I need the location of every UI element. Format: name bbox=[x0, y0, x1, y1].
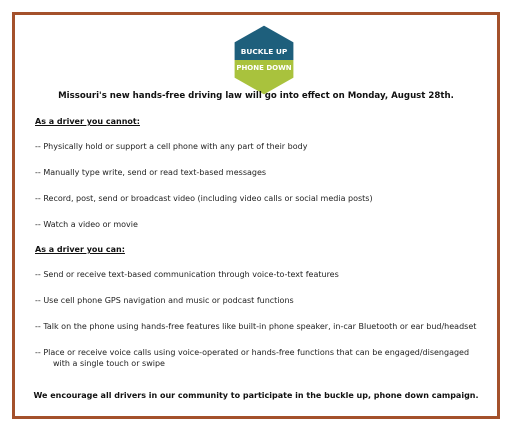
closing-statement: We encourage all drivers in our community to participate in the buckle up, phone down campaign. bbox=[33, 391, 479, 400]
buckle-up-phone-down-logo bbox=[231, 23, 297, 97]
cannot-item-4: -- Watch a video or movie bbox=[35, 220, 138, 229]
can-item-4: -- Place or receive voice calls using voice-operated or hands-free functions that can be engaged/disengaged with a single touch or swipe bbox=[35, 348, 470, 368]
can-heading: As a driver you can: bbox=[35, 245, 125, 254]
logo-line1: BUCKLE UP bbox=[240, 47, 288, 56]
content bbox=[35, 116, 485, 384]
headline: Missouri's new hands-free driving law will go into effect on Monday, August 28th. bbox=[58, 91, 454, 101]
cannot-item-2: -- Manually type write, send or read text-based messages bbox=[35, 168, 267, 177]
logo-line2: PHONE DOWN bbox=[236, 64, 292, 72]
can-item-2: -- Use cell phone GPS navigation and music or podcast functions bbox=[35, 296, 294, 305]
flyer-frame bbox=[12, 12, 500, 419]
cannot-item-1: -- Physically hold or support a cell phone with any part of their body bbox=[35, 142, 308, 151]
cannot-heading: As a driver you cannot: bbox=[35, 117, 140, 126]
can-item-1: -- Send or receive text-based communication through voice-to-text features bbox=[35, 270, 339, 279]
can-item-3: -- Talk on the phone using hands-free features like built-in phone speaker, in-car Bluetooth or ear bud/headset bbox=[35, 322, 477, 331]
cannot-item-3: -- Record, post, send or broadcast video (including video calls or social media posts) bbox=[35, 194, 373, 203]
